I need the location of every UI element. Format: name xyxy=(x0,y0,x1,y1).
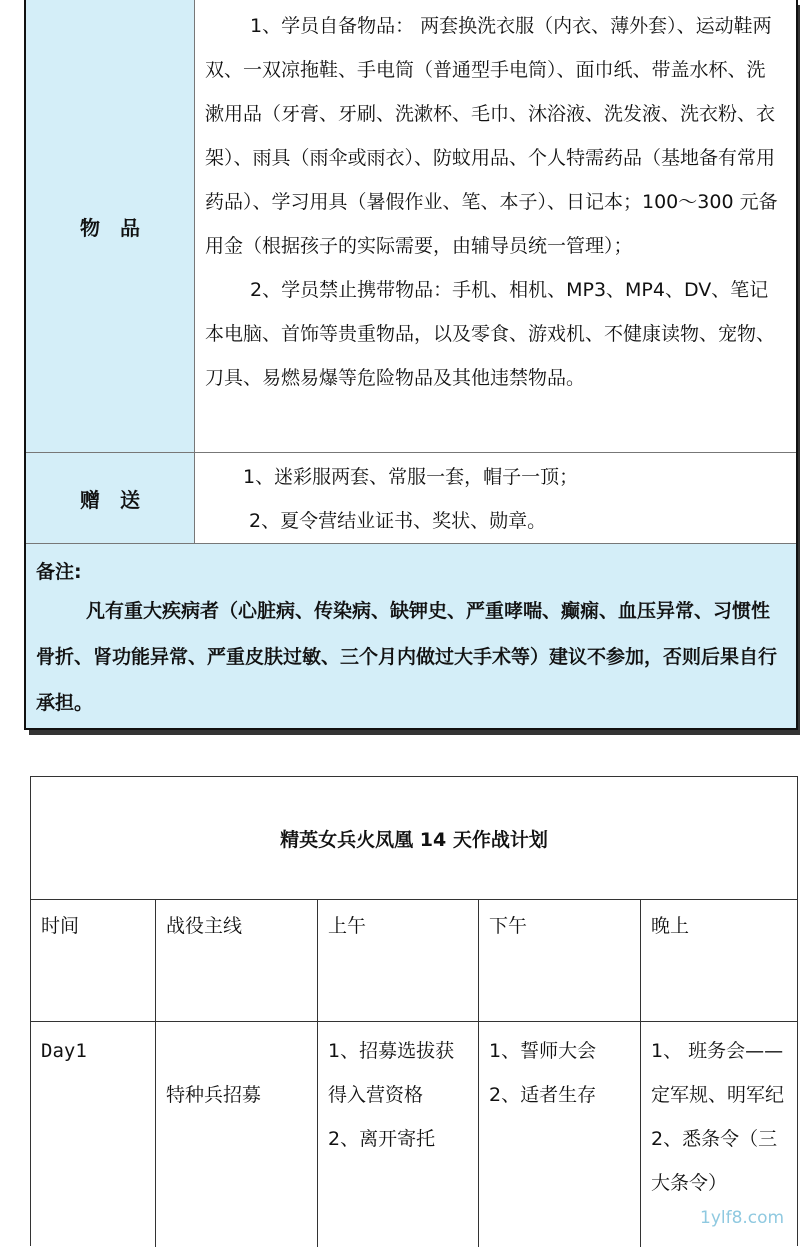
supplies-table xyxy=(24,0,798,730)
gifts-label-cell xyxy=(26,453,194,543)
items-label-cell xyxy=(26,0,194,452)
gift-line-2: 2、夏令营结业证书、奖状、勋章。 xyxy=(249,510,547,532)
afternoon-item-2: 2、适者生存 xyxy=(489,1084,597,1106)
morning-item-2: 2、离开寄托 xyxy=(328,1128,436,1150)
morning-cell xyxy=(318,1021,479,1247)
gifts-label: 赠送 xyxy=(80,487,160,512)
items-content-cell xyxy=(194,0,796,452)
gifts-content-cell xyxy=(194,453,796,543)
evening-item-2: 2、悉条令（三大条令） xyxy=(651,1128,778,1194)
remarks-heading: 备注: xyxy=(36,561,82,583)
morning-item-1: 1、招募选拔获得入营资格 xyxy=(328,1040,455,1106)
header-mainline: 战役主线 xyxy=(156,899,318,1021)
table-row xyxy=(31,1021,797,1247)
remarks-section xyxy=(26,543,796,728)
afternoon-cell xyxy=(479,1021,641,1247)
watermark: 1ylf8.com xyxy=(700,1208,785,1228)
schedule-title: 精英女兵火凤凰 14 天作战计划 xyxy=(31,777,797,900)
schedule-header-row xyxy=(31,899,797,1022)
header-time: 时间 xyxy=(31,899,156,1021)
gift-line-1: 1、迷彩服两套、常服一套，帽子一顶； xyxy=(243,466,579,488)
items-paragraph-1: 1、学员自备物品： 两套换洗衣服（内衣、薄外套）、运动鞋两双、一双凉拖鞋、手电筒（普通型手电筒）、面巾纸、带盖水杯、洗漱用品（牙膏、牙刷、洗漱杯、毛巾、沐浴液、洗发液、洗衣粉、衣架）、雨具（雨伞或雨衣）、防蚊用品、个人特需药品（基地备有常用药品）、学习用具（暑假作业、笔、本子）、日记本；100～300 元备用金（根据孩子的实际需要，由辅导员统一管理）； xyxy=(205,15,778,257)
items-paragraph-2: 2、学员禁止携带物品：手机、相机、MP3、MP4、DV、笔记本电脑、首饰等贵重物品，以及零食、游戏机、不健康读物、宠物、刀具、易燃易爆等危险物品及其他违禁物品。 xyxy=(205,279,776,389)
header-morning: 上午 xyxy=(318,899,479,1021)
header-afternoon: 下午 xyxy=(479,899,641,1021)
mainline-cell: 特种兵招募 xyxy=(156,1021,318,1247)
header-evening: 晚上 xyxy=(651,915,690,937)
day-cell: Day1 xyxy=(31,1021,156,1247)
schedule-table xyxy=(30,776,798,1246)
afternoon-item-1: 1、誓师大会 xyxy=(489,1040,597,1062)
evening-item-1: 1、 班务会——定军规、明军纪 xyxy=(651,1040,785,1106)
remarks-text: 凡有重大疾病者（心脏病、传染病、缺钾史、严重哮喘、癫痫、血压异常、习惯性骨折、肾功能异常、严重皮肤过敏、三个月内做过大手术等）建议不参加，否则后果自行承担。 xyxy=(36,600,778,714)
items-label: 物品 xyxy=(80,215,160,240)
